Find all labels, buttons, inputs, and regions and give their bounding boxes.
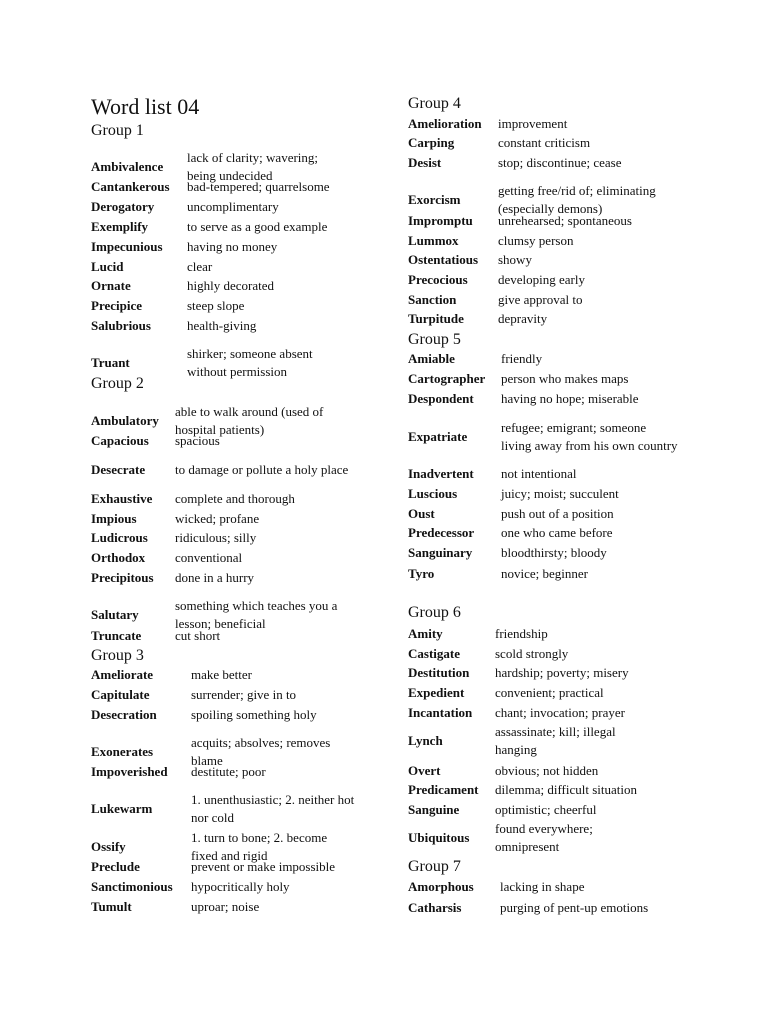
entry-term: Cantankerous (91, 179, 170, 194)
entry-capacious (91, 432, 365, 450)
entry-truncate (91, 627, 365, 645)
entry-desecrate (91, 461, 365, 479)
entry-tumult (91, 898, 356, 916)
entry-term: Capitulate (91, 687, 150, 702)
entry-definition: having no money (187, 239, 278, 254)
entry-amorphous (408, 878, 680, 896)
entry-term: Precipitous (91, 570, 154, 585)
entry-definition: one who came before (501, 525, 613, 540)
entry-definition: lack of clarity; wavering; being undecided (187, 150, 319, 183)
entry-definition: chant; invocation; prayer (495, 705, 625, 720)
entry-definition: unrehearsed; spontaneous (498, 213, 632, 228)
entry-definition: conventional (175, 550, 243, 565)
entry-definition: bloodthirsty; bloody (501, 545, 607, 560)
entry-precipitous (91, 569, 365, 587)
entry-term: Sanguine (408, 802, 460, 817)
entry-definition: 1. unenthusiastic; 2. neither hot nor cold (191, 792, 355, 825)
entry-amelioration (408, 115, 683, 133)
entry-term: Sanctimonious (91, 879, 173, 894)
group-heading-group-4: Group 4 (408, 95, 461, 112)
entry-impecunious (91, 238, 347, 256)
entry-definition: clear (187, 259, 213, 274)
entry-definition: person who makes maps (501, 371, 629, 386)
entry-term: Expedient (408, 685, 465, 700)
entry-term: Predecessor (408, 525, 475, 540)
entry-precipice (91, 297, 347, 315)
entry-definition: something which teaches you a lesson; beneficial (175, 598, 338, 631)
entry-term: Exorcism (408, 192, 461, 207)
entry-definition: highly decorated (187, 278, 274, 293)
entry-term: Impecunious (91, 239, 163, 254)
entry-definition: scold strongly (495, 646, 569, 661)
entry-definition: improvement (498, 116, 568, 131)
entry-definition: showy (498, 252, 532, 267)
entry-amity (408, 625, 645, 643)
entry-definition: refugee; emigrant; someone living away from his own country (501, 420, 678, 453)
entry-term: Tyro (408, 566, 435, 581)
entry-castigate (408, 645, 645, 663)
entry-cartographer (408, 370, 679, 388)
entry-definition: assassinate; kill; illegal hanging (495, 724, 616, 757)
entry-carping (408, 134, 683, 152)
entry-term: Impious (91, 511, 137, 526)
entry-term: Orthodox (91, 550, 146, 565)
entry-definition: developing early (498, 272, 585, 287)
entry-turpitude (408, 310, 683, 328)
entry-term: Lynch (408, 733, 443, 748)
group-heading-group-6: Group 6 (408, 604, 461, 621)
entry-lummox (408, 232, 683, 250)
entry-term: Despondent (408, 391, 474, 406)
entry-definition: obvious; not hidden (495, 763, 599, 778)
entry-exemplify (91, 218, 347, 236)
entry-luscious (408, 485, 679, 503)
entry-term: Turpitude (408, 311, 464, 326)
entry-definition: hardship; poverty; misery (495, 665, 629, 680)
entry-definition: 1. turn to bone; 2. become fixed and rigid (191, 830, 328, 863)
entry-definition: able to walk around (used of hospital patients) (175, 404, 324, 437)
entry-term: Catharsis (408, 900, 462, 915)
entry-definition: purging of pent-up emotions (500, 900, 649, 915)
group-heading-group-5: Group 5 (408, 331, 461, 348)
entry-term: Exhaustive (91, 491, 153, 506)
entry-oust (408, 505, 679, 523)
entry-exhaustive (91, 490, 365, 508)
entry-tyro (408, 565, 679, 583)
entry-term: Ossify (91, 839, 126, 854)
entry-term: Ostentatious (408, 252, 479, 267)
entry-ornate (91, 277, 347, 295)
entry-term: Ornate (91, 278, 131, 293)
entry-term: Precipice (91, 298, 143, 313)
entry-term: Exonerates (91, 744, 154, 759)
entry-definition: cut short (175, 628, 221, 643)
entry-sanguinary (408, 544, 679, 562)
entry-definition: having no hope; miserable (501, 391, 639, 406)
entry-term: Predicament (408, 782, 479, 797)
entry-term: Amelioration (408, 116, 482, 131)
entry-term: Salubrious (91, 318, 151, 333)
entry-term: Ubiquitous (408, 830, 470, 845)
entry-definition: health-giving (187, 318, 257, 333)
entry-salubrious (91, 317, 347, 335)
entry-term: Expatriate (408, 429, 468, 444)
entry-definition: getting free/rid of; eliminating (especially demons) (498, 183, 656, 216)
entry-despondent (408, 390, 679, 408)
entry-definition: acquits; absolves; removes blame (191, 735, 331, 768)
entry-term: Salutary (91, 607, 139, 622)
entry-term: Desecrate (91, 462, 146, 477)
entry-expedient (408, 684, 645, 702)
entry-term: Impoverished (91, 764, 168, 779)
entry-lucid (91, 258, 347, 276)
entry-desecration (91, 706, 356, 724)
entry-definition: surrender; give in to (191, 687, 297, 702)
entry-term: Oust (408, 506, 435, 521)
entry-term: Amorphous (408, 879, 474, 894)
entry-definition: push out of a position (501, 506, 614, 521)
entry-incantation (408, 704, 645, 722)
entry-definition: uncomplimentary (187, 199, 279, 214)
entry-term: Destitution (408, 665, 470, 680)
entry-definition: destitute; poor (191, 764, 266, 779)
entry-term: Carping (408, 135, 455, 150)
entry-definition: make better (191, 667, 252, 682)
entry-definition: hypocritically holy (191, 879, 290, 894)
entry-definition: to serve as a good example (187, 219, 328, 234)
entry-definition: bad-tempered; quarrelsome (187, 179, 330, 194)
entry-definition: found everywhere; omnipresent (495, 821, 593, 854)
entry-definition: not intentional (501, 466, 577, 481)
entry-definition: wicked; profane (175, 511, 260, 526)
entry-definition: constant criticism (498, 135, 591, 150)
entry-term: Exemplify (91, 219, 149, 234)
entry-term: Amiable (408, 351, 455, 366)
entry-catharsis (408, 899, 680, 917)
entry-definition: spacious (175, 433, 220, 448)
entry-desist (408, 154, 683, 172)
entry-term: Tumult (91, 899, 132, 914)
entry-definition: done in a hurry (175, 570, 255, 585)
entry-cantankerous (91, 178, 347, 196)
entry-definition: spoiling something holy (191, 707, 317, 722)
entry-sanction (408, 291, 683, 309)
entry-definition: depravity (498, 311, 548, 326)
entry-term: Incantation (408, 705, 473, 720)
entry-definition: shirker; someone absent without permission (187, 346, 313, 379)
entry-term: Overt (408, 763, 441, 778)
entry-orthodox (91, 549, 365, 567)
entry-lukewarm (91, 791, 356, 827)
entry-overt (408, 762, 645, 780)
entry-term: Capacious (91, 433, 149, 448)
entry-amiable (408, 350, 679, 368)
entry-definition: steep slope (187, 298, 245, 313)
entry-expatriate (408, 419, 679, 455)
entry-impoverished (91, 763, 356, 781)
entry-derogatory (91, 198, 347, 216)
entry-definition: lacking in shape (500, 879, 585, 894)
entry-ameliorate (91, 666, 356, 684)
entry-ostentatious (408, 251, 683, 269)
entry-predecessor (408, 524, 679, 542)
entry-term: Impromptu (408, 213, 473, 228)
entry-definition: dilemma; difficult situation (495, 782, 638, 797)
entry-sanctimonious (91, 878, 356, 896)
entry-term: Truncate (91, 628, 142, 643)
entry-preclude (91, 858, 356, 876)
entry-definition: complete and thorough (175, 491, 295, 506)
entry-definition: juicy; moist; succulent (501, 486, 619, 501)
entry-term: Lummox (408, 233, 459, 248)
entry-term: Sanguinary (408, 545, 473, 560)
entry-definition: novice; beginner (501, 566, 588, 581)
entry-term: Preclude (91, 859, 140, 874)
entry-definition: friendship (495, 626, 548, 641)
entry-definition: to damage or pollute a holy place (175, 462, 349, 477)
entry-definition: optimistic; cheerful (495, 802, 597, 817)
entry-definition: give approval to (498, 292, 583, 307)
entry-definition: friendly (501, 351, 543, 366)
entry-predicament (408, 781, 645, 799)
entry-term: Precocious (408, 272, 468, 287)
group-heading-group-1: Group 1 (91, 122, 144, 139)
entry-definition: convenient; practical (495, 685, 604, 700)
group-heading-group-2: Group 2 (91, 375, 144, 392)
entry-sanguine (408, 801, 645, 819)
entry-term: Lucid (91, 259, 124, 274)
entry-definition: clumsy person (498, 233, 574, 248)
entry-term: Truant (91, 355, 130, 370)
entry-term: Amity (408, 626, 443, 641)
entry-term: Ambulatory (91, 413, 159, 428)
entry-destitution (408, 664, 645, 682)
entry-definition: uproar; noise (191, 899, 260, 914)
entry-term: Luscious (408, 486, 458, 501)
entry-capitulate (91, 686, 356, 704)
entry-definition: ridiculous; silly (175, 530, 257, 545)
entry-impious (91, 510, 365, 528)
entry-precocious (408, 271, 683, 289)
entry-term: Desist (408, 155, 442, 170)
entry-term: Ameliorate (91, 667, 154, 682)
entry-term: Cartographer (408, 371, 486, 386)
entry-term: Inadvertent (408, 466, 474, 481)
entry-term: Desecration (91, 707, 157, 722)
entry-impromptu (408, 212, 683, 230)
entry-term: Lukewarm (91, 801, 153, 816)
document-title: Word list 04 (91, 94, 200, 119)
entry-term: Sanction (408, 292, 457, 307)
entry-term: Castigate (408, 646, 460, 661)
entry-definition: stop; discontinue; cease (498, 155, 622, 170)
entry-term: Ambivalence (91, 159, 164, 174)
group-heading-group-7: Group 7 (408, 858, 461, 875)
group-heading-group-3: Group 3 (91, 647, 144, 664)
entry-inadvertent (408, 465, 679, 483)
entry-lynch (408, 723, 645, 759)
entry-term: Derogatory (91, 199, 155, 214)
entry-term: Ludicrous (91, 530, 148, 545)
entry-ludicrous (91, 529, 365, 547)
entry-ubiquitous (408, 820, 645, 856)
entry-definition: prevent or make impossible (191, 859, 336, 874)
